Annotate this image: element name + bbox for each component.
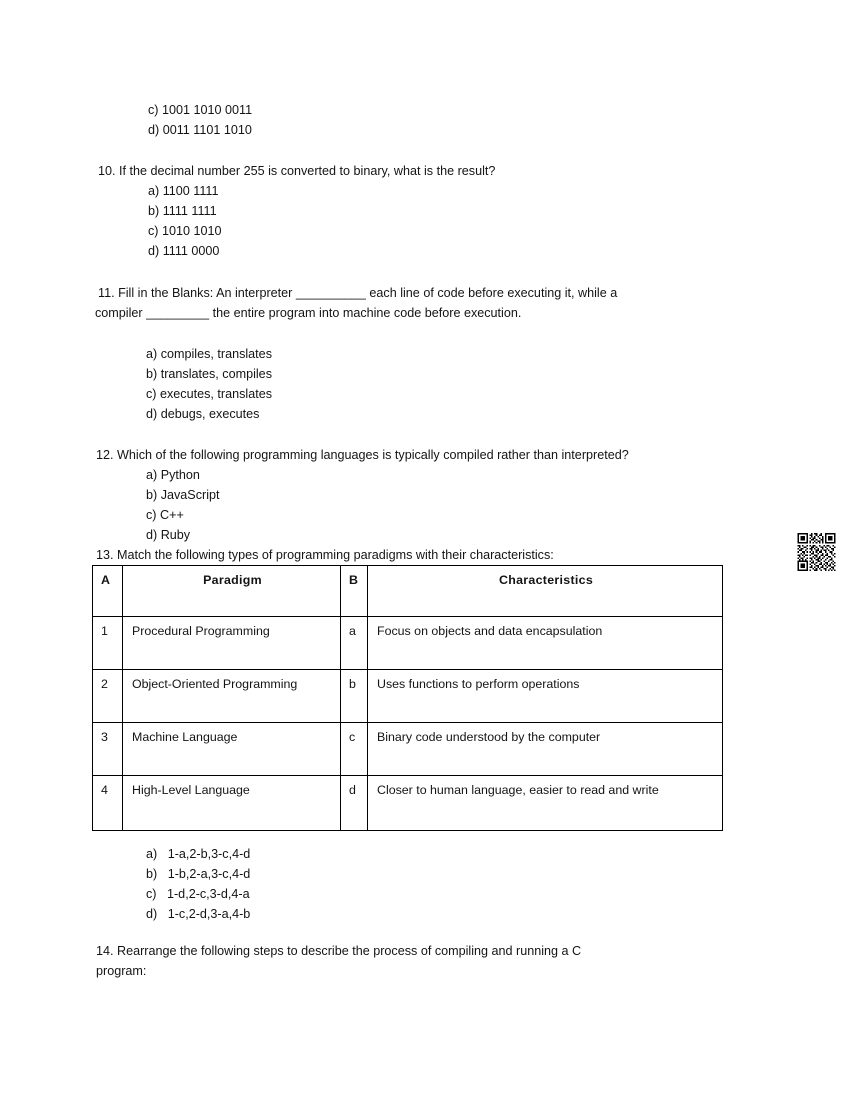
q13-option-c: c) 1-d,2-c,3-d,4-a [146,887,250,901]
q13-stem: 13. Match the following types of programming paradigms with their characteristics: [96,548,554,562]
row-paradigm: Object-Oriented Programming [123,670,341,723]
qr-code [797,533,836,571]
q10-option-b: b) 1111 1111 [148,204,217,218]
row-letter: b [341,670,368,723]
q13-option-a: a) 1-a,2-b,3-c,4-d [146,847,251,861]
q12-option-a: a) Python [146,468,200,482]
q14-stem-line2: program: [96,964,147,978]
header-a: A [93,566,123,617]
row-characteristic: Closer to human language, easier to read and write [368,776,723,831]
table-row [93,723,723,776]
q13-option-b: b) 1-b,2-a,3-c,4-d [146,867,251,881]
q9-option-c: c) 1001 1010 0011 [148,103,253,117]
q11-option-c: c) executes, translates [146,387,272,401]
row-letter: d [341,776,368,831]
table-row [93,776,723,831]
q10-stem: 10. If the decimal number 255 is converted to binary, what is the result? [98,164,496,178]
row-letter: c [341,723,368,776]
q13-option-d: d) 1-c,2-d,3-a,4-b [146,907,251,921]
row-paradigm: Procedural Programming [123,617,341,670]
row-letter: a [341,617,368,670]
row-characteristic: Focus on objects and data encapsulation [368,617,723,670]
q12-option-d: d) Ruby [146,528,191,542]
header-characteristics: Characteristics [368,566,723,617]
paradigm-match-table [92,565,723,831]
q12-option-c: c) C++ [146,508,184,522]
q11-stem-line1: 11. Fill in the Blanks: An interpreter __________ each line of code before executing it, while a [98,286,618,300]
q9-option-d: d) 0011 1101 1010 [148,123,252,137]
q10-option-a: a) 1100 1111 [148,184,219,198]
q12-option-b: b) JavaScript [146,488,220,502]
table-row [93,670,723,723]
row-characteristic: Uses functions to perform operations [368,670,723,723]
table-row [93,617,723,670]
header-b: B [341,566,368,617]
q10-option-d: d) 1111 0000 [148,244,220,258]
row-characteristic: Binary code understood by the computer [368,723,723,776]
row-number: 4 [93,776,123,831]
q12-stem: 12. Which of the following programming languages is typically compiled rather than interpreted? [96,448,629,462]
q11-stem-line2: compiler _________ the entire program into machine code before execution. [95,306,522,320]
q11-option-d: d) debugs, executes [146,407,260,421]
row-paradigm: High-Level Language [123,776,341,831]
row-number: 1 [93,617,123,670]
row-number: 3 [93,723,123,776]
row-paradigm: Machine Language [123,723,341,776]
row-number: 2 [93,670,123,723]
header-paradigm: Paradigm [123,566,341,617]
q14-stem-line1: 14. Rearrange the following steps to describe the process of compiling and running a C [96,944,582,958]
table-header-row [93,566,723,617]
q10-option-c: c) 1010 1010 [148,224,222,238]
q11-option-b: b) translates, compiles [146,367,272,381]
q11-option-a: a) compiles, translates [146,347,272,361]
